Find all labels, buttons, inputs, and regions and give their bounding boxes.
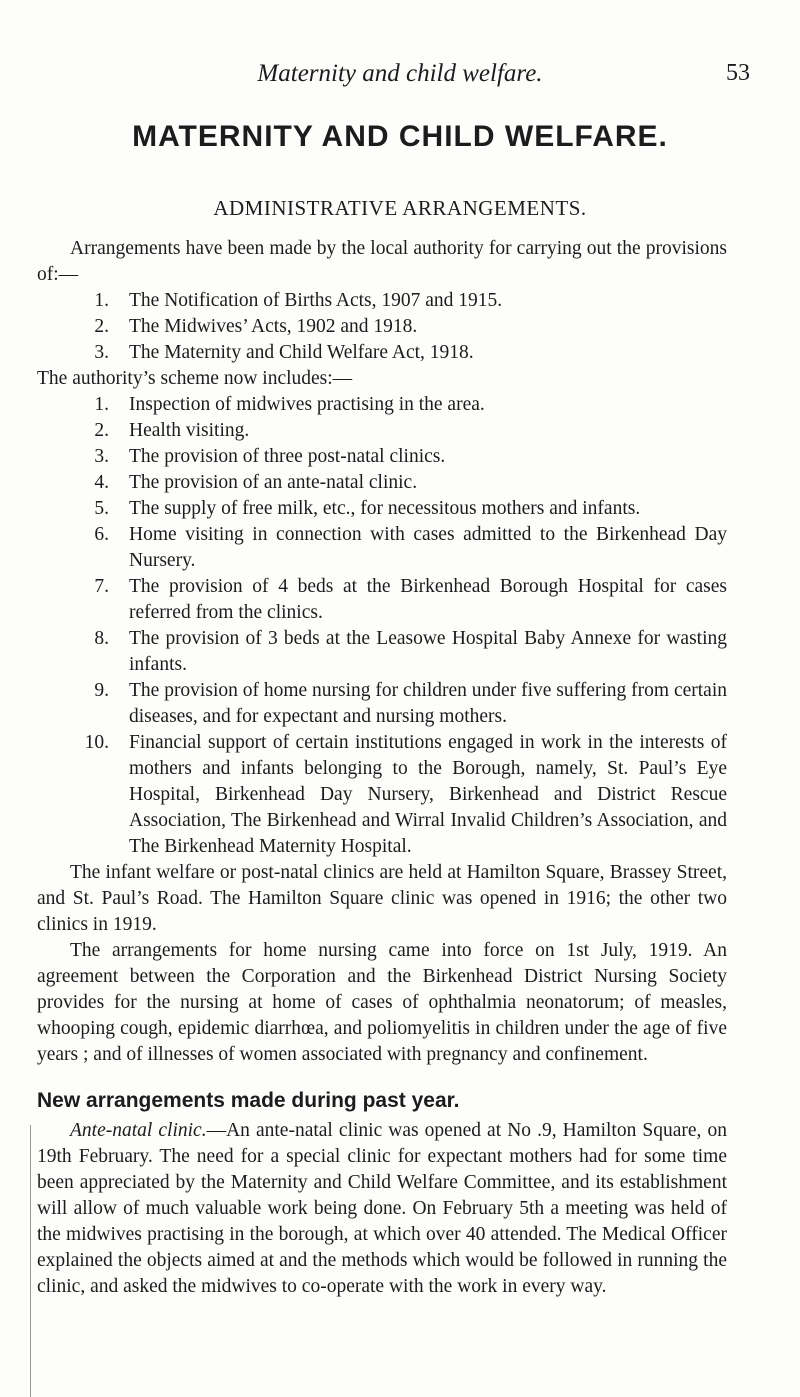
list-number: 3. — [94, 342, 109, 363]
list-item — [37, 392, 727, 418]
binding-margin-line — [30, 1125, 31, 1397]
list-item — [37, 678, 727, 730]
list-item — [37, 730, 727, 860]
body-text — [37, 236, 727, 1300]
main-title: MATERNITY AND CHILD WELFARE. — [132, 120, 668, 153]
list-text: The provision of three post-natal clinics. — [129, 446, 446, 467]
list-number: 2. — [94, 420, 109, 441]
list-text: The supply of free milk, etc., for necessitous mothers and infants. — [129, 498, 641, 519]
list-item — [37, 340, 727, 366]
list-number: 5. — [94, 498, 109, 519]
list-text: Financial support of certain institutions engaged in work in the interests of mothers and infants belonging to the Borough, namely, St. Paul’s Eye Hospital, Birkenhead Day Nursery, Birkenhead and District Rescue Association, The Birkenhead and Wirral Invalid Children’s Association, and The Birkenhead Maternity Hospital. — [129, 732, 727, 857]
home-nursing-paragraph: The arrangements for home nursing came into force on 1st July, 1919. An agreement between the Corporation and the Birkenhead District Nursing Society provides for the nursing at home of cases of ophthalmia neonatorum; of measles, whooping cough, epidemic diarrhœa, and poliomyelitis in children under the age of five years ; and of illnesses of women associated with pregnancy and confinement. — [37, 940, 727, 1065]
list-number: 2. — [94, 316, 109, 337]
list-text: Health visiting. — [129, 420, 250, 441]
list-number: 9. — [94, 680, 109, 701]
list-item — [37, 288, 727, 314]
list-number: 6. — [94, 524, 109, 545]
acts-list — [37, 288, 727, 366]
scheme-lead: The authority’s scheme now includes:— — [37, 368, 353, 389]
list-item — [37, 626, 727, 678]
scheme-list — [37, 392, 727, 860]
list-number: 7. — [94, 576, 109, 597]
list-item — [37, 574, 727, 626]
list-text: The Notification of Births Acts, 1907 and 1915. — [129, 290, 503, 311]
intro-sentence: Arrangements have been made by the local authority for carrying out the provisions of:— — [37, 238, 727, 285]
list-item — [37, 444, 727, 470]
list-text: The provision of an ante-natal clinic. — [129, 472, 418, 493]
list-text: Home visiting in connection with cases admitted to the Birkenhead Day Nursery. — [129, 524, 727, 571]
list-number: 1. — [94, 394, 109, 415]
list-number: 1. — [94, 290, 109, 311]
list-number: 4. — [94, 472, 109, 493]
list-item — [37, 522, 727, 574]
list-number: 10. — [84, 732, 109, 753]
list-item — [37, 314, 727, 340]
paragraph-text: —An ante-natal clinic was opened at No .9, Hamilton Square, on 19th February. The need for a special clinic for expectant mothers had for some time been appreciated by the Maternity and Child Welfare Committee, and its establishment will allow of much valuable work being done. On February 5th a meeting was held of the midwives practising in the borough, at which over 40 attended. The Medical Officer explained the objects aimed at and the methods which would be followed in running the clinic, and asked the midwives to co-operate with the work in every way. — [37, 1120, 727, 1297]
ante-natal-paragraph — [37, 1118, 727, 1300]
list-text: Inspection of midwives practising in the area. — [129, 394, 485, 415]
running-title: Maternity and child welfare. — [257, 60, 543, 87]
list-item — [37, 418, 727, 444]
list-number: 3. — [94, 446, 109, 467]
list-text: The Maternity and Child Welfare Act, 1918. — [129, 342, 474, 363]
list-item — [37, 470, 727, 496]
list-text: The provision of 3 beds at the Leasowe Hospital Baby Annexe for wasting infants. — [129, 628, 727, 675]
list-text: The provision of home nursing for children under five suffering from certain diseases, and for expectant and nursing mothers. — [129, 680, 728, 727]
section-heading: New arrangements made during past year. — [37, 1089, 460, 1112]
list-text: The provision of 4 beds at the Birkenhead Borough Hospital for cases referred from the clinics. — [129, 576, 727, 623]
list-text: The Midwives’ Acts, 1902 and 1918. — [129, 316, 418, 337]
list-item — [37, 496, 727, 522]
list-number: 8. — [94, 628, 109, 649]
page-number: 53 — [726, 60, 750, 86]
clinics-paragraph: The infant welfare or post-natal clinics are held at Hamilton Square, Brassey Street, and St. Paul’s Road. The Hamilton Square clinic was opened in 1916; the other two clinics in 1919. — [37, 862, 727, 935]
paragraph-lead-italic: Ante-natal clinic. — [70, 1120, 207, 1141]
section-subtitle: ADMINISTRATIVE ARRANGEMENTS. — [213, 196, 587, 220]
